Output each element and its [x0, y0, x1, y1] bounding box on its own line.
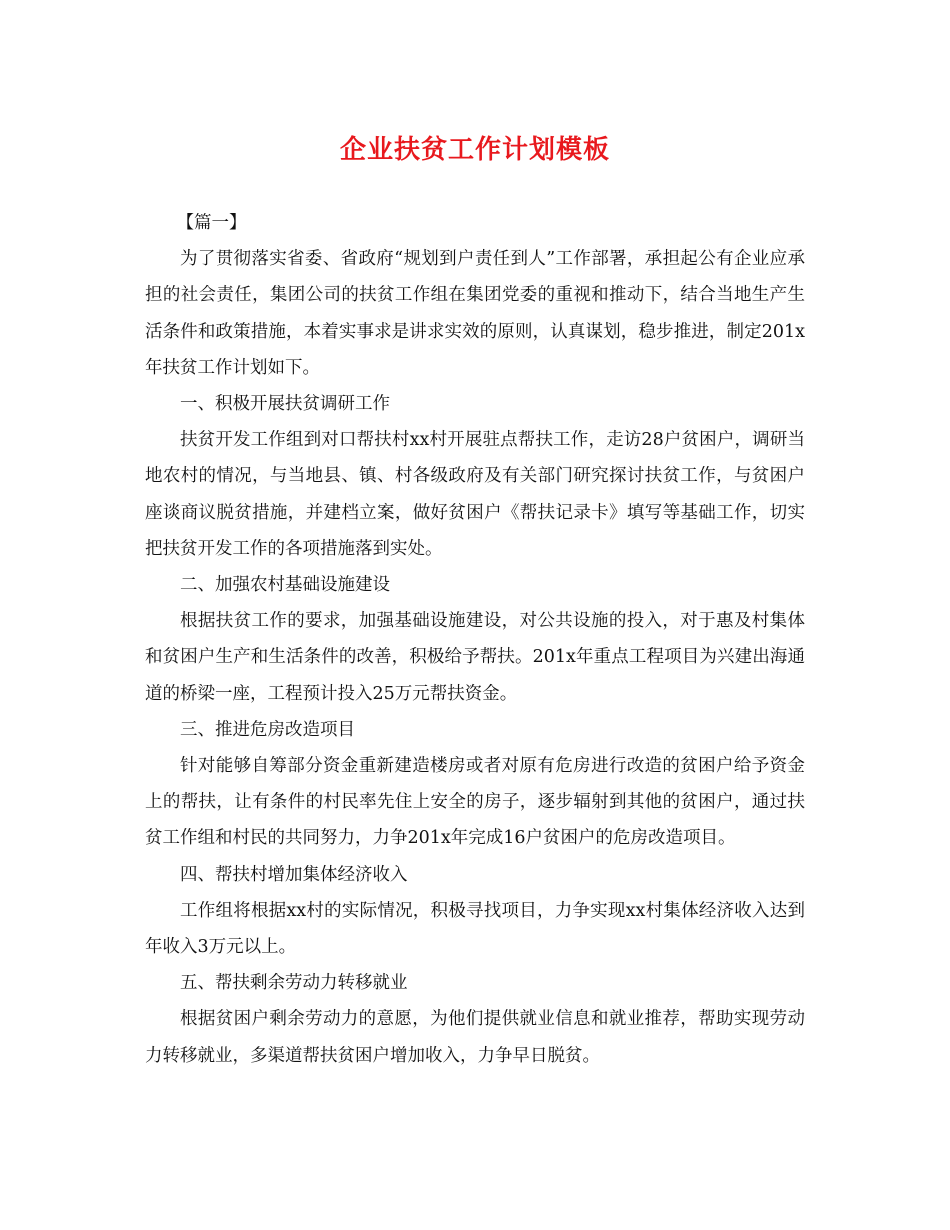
document-title: 企业扶贫工作计划模板: [339, 135, 610, 165]
paragraph-5: 根据贫困户剩余劳动力的意愿，为他们提供就业信息和就业推荐，帮助实现劳动力转移就业，多渠道帮扶贫困户增加收入，力争早日脱贫。: [145, 1009, 805, 1066]
paragraph-4: 工作组将根据xx村的实际情况，积极寻找项目，力争实现xx村集体经济收入达到年收入3万元以上。: [145, 900, 805, 958]
document-body: [145, 205, 805, 1074]
heading-4: 四、帮扶村增加集体经济收入: [180, 864, 408, 885]
paragraph-3: 针对能够自筹部分资金重新建造楼房或者对原有危房进行改造的贫困户给予资金上的帮扶，让有条件的村民率先住上安全的房子，逐步辐射到其他的贫困户，通过扶贫工作组和村民的共同努力，力争201x年完成16户贫困户的危房改造项目。: [145, 756, 805, 849]
heading-3: 三、推进危房改造项目: [180, 719, 355, 740]
heading-5: 五、帮扶剩余劳动力转移就业: [180, 973, 408, 994]
intro-paragraph: 为了贯彻落实省委、省政府“规划到户责任到人”工作部署，承担起公有企业应承担的社会责任，集团公司的扶贫工作组在集团党委的重视和推动下，结合当地生产生活条件和政策措施，本着实事求是讲求实效的原则，认真谋划，稳步推进，制定201x年扶贫工作计划如下。: [145, 249, 805, 378]
paragraph-1: 扶贫开发工作组到对口帮扶村xx村开展驻点帮扶工作，走访28户贫困户，调研当地农村的情况，与当地县、镇、村各级政府及有关部门研究探讨扶贫工作，与贫困户座谈商议脱贫措施，并建档立案，做好贫困户《帮扶记录卡》填写等基础工作，切实把扶贫开发工作的各项措施落到实处。: [145, 430, 805, 559]
paragraph-2: 根据扶贫工作的要求，加强基础设施建设，对公共设施的投入，对于惠及村集体和贫困户生产和生活条件的改善，积极给予帮扶。201x年重点工程项目为兴建出海通道的桥梁一座，工程预计投入25万元帮扶资金。: [145, 611, 805, 704]
heading-1: 一、积极开展扶贫调研工作: [180, 394, 390, 415]
heading-2: 二、加强农村基础设施建设: [180, 575, 390, 596]
section-tag: 【篇一】: [176, 213, 247, 233]
